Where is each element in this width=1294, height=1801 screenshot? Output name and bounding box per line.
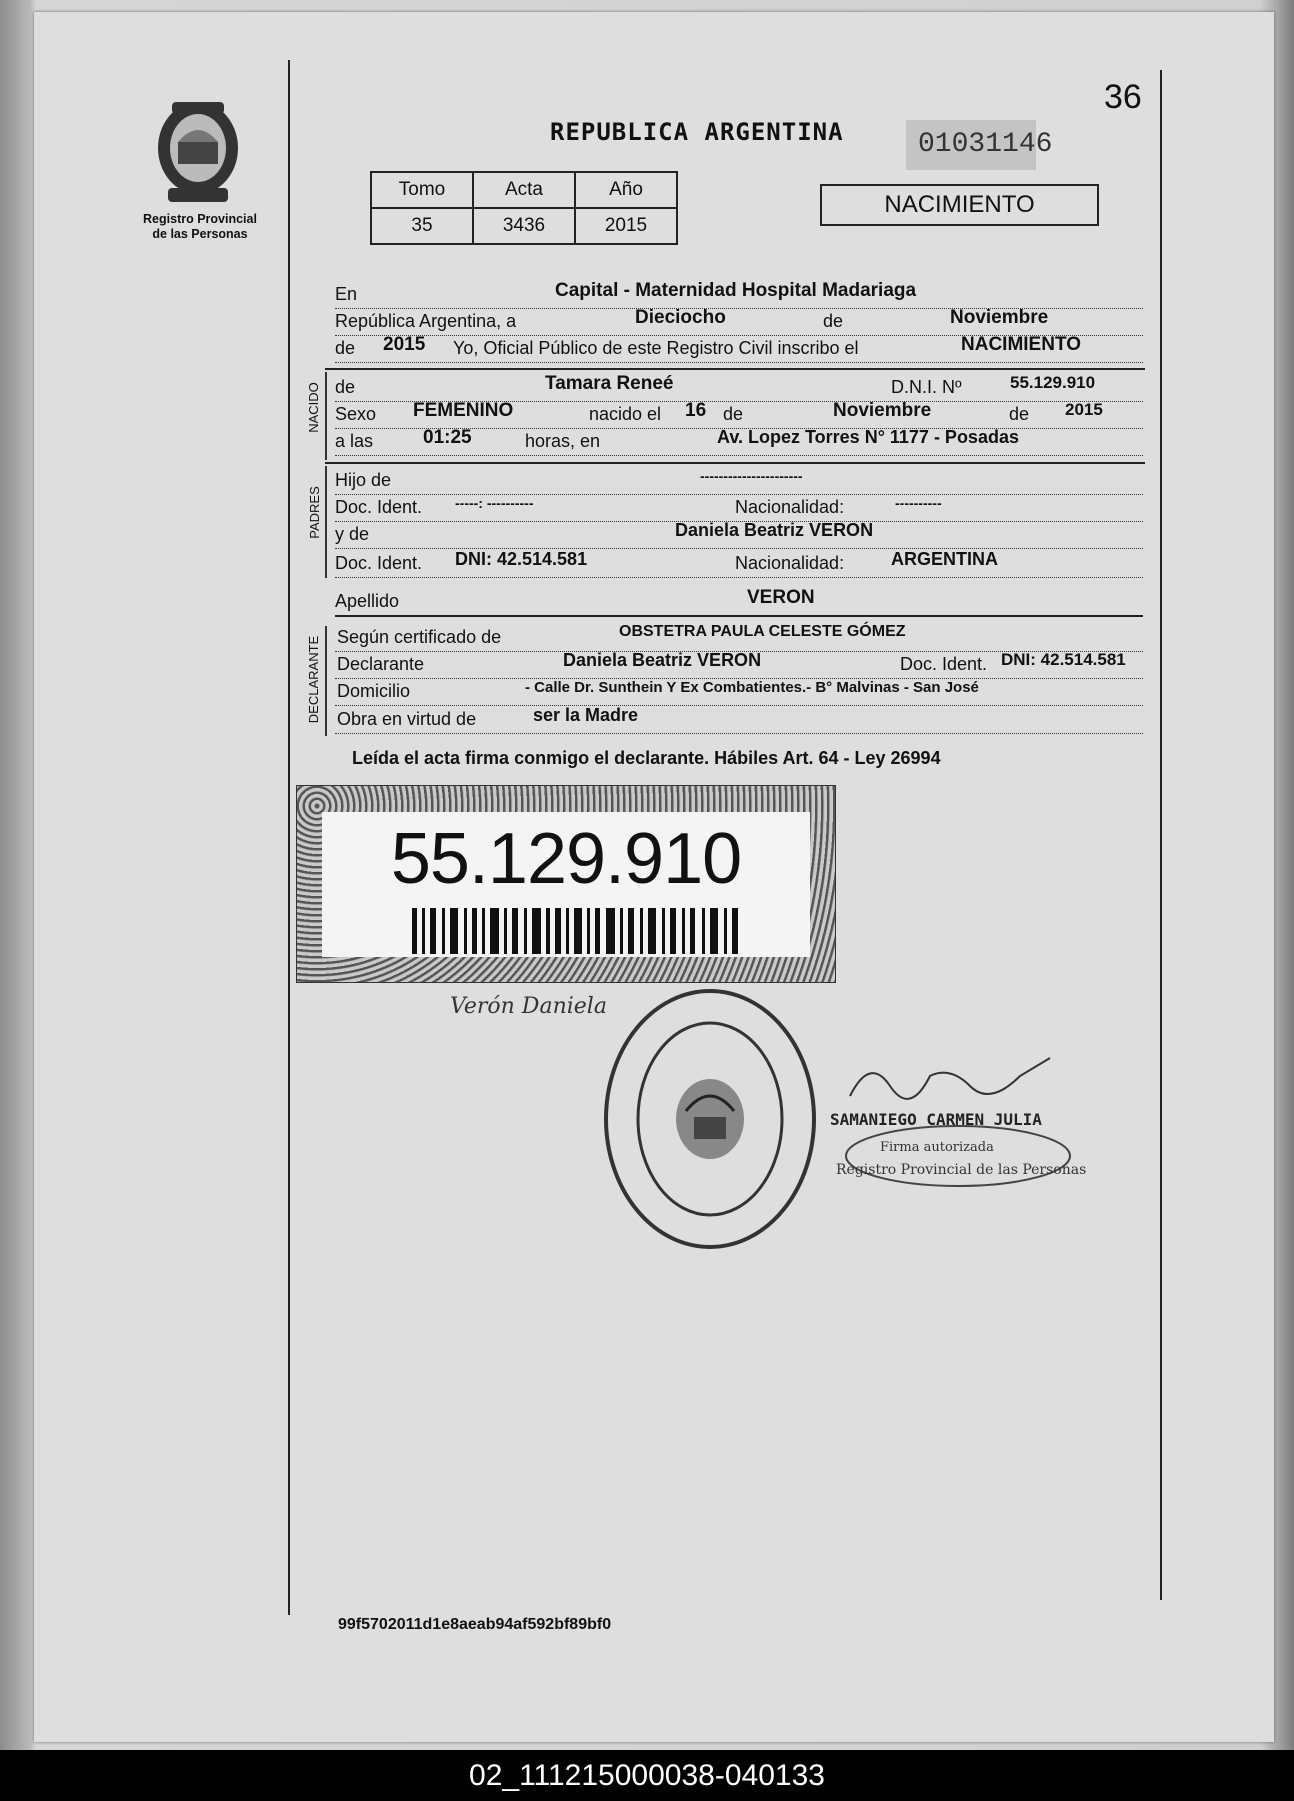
registry-line1: Registro Provincial [143, 212, 257, 226]
barcode-icon [412, 908, 742, 954]
province-emblem-icon [150, 96, 246, 208]
official-stamp-icon [600, 985, 820, 1253]
nac2-label: Nacionalidad: [735, 553, 845, 573]
handwritten-name: Verón Daniela [450, 994, 607, 1019]
de-year: 2015 [383, 334, 426, 355]
side-label-padres: PADRES [306, 486, 322, 539]
dni-sticker-number: 55.129.910 [390, 819, 742, 899]
hijo-label: Hijo de [335, 470, 392, 490]
nombre-value: Tamara Reneé [545, 373, 674, 394]
de-label: de [335, 338, 356, 358]
apellido-value: VERON [747, 587, 815, 608]
domicilio-value: - Calle Dr. Sunthein Y Ex Combatientes.- B° Malvinas - San José [525, 679, 979, 696]
page-number: 36 [1104, 78, 1142, 116]
document-hash: 99f5702011d1e8aeab94af592bf89bf0 [338, 1616, 612, 1633]
row-republica [335, 307, 1143, 336]
yo-value: NACIMIENTO [961, 334, 1081, 355]
dni-value: 55.129.910 [1010, 373, 1096, 392]
left-margin-rule [288, 60, 290, 1615]
declarante-bracket [325, 626, 327, 736]
nac1-value: ---------- [895, 495, 942, 511]
header-acta: Acta [473, 172, 575, 208]
rep-label: República Argentina, a [335, 311, 517, 331]
row-de-year [335, 334, 1143, 363]
header-tomo: Tomo [371, 172, 473, 208]
nac2-value: ARGENTINA [891, 549, 998, 569]
row-obra [335, 705, 1143, 734]
declarante-label: Declarante [337, 654, 425, 674]
doc2-label: Doc. Ident. [335, 553, 423, 573]
value-acta: 3436 [473, 208, 575, 244]
segun-label: Según certificado de [337, 627, 502, 647]
row-domicilio [335, 681, 1143, 706]
divider-2 [325, 462, 1145, 464]
value-tomo: 35 [371, 208, 473, 244]
row-yde [335, 520, 1143, 549]
lugar-value: Av. Lopez Torres N° 1177 - Posadas [717, 427, 1019, 447]
declarante-value: Daniela Beatriz VERON [563, 650, 762, 670]
hijo-value: ---------------------- [700, 468, 803, 484]
nacido-mes: Noviembre [833, 400, 932, 421]
officer-line2: Firma autorizada [880, 1140, 994, 1155]
leida-statement: Leída el acta firma conmigo el declarante. Hábiles Art. 64 - Ley 26994 [352, 748, 941, 768]
row-sexo [335, 400, 1143, 429]
serial-number: 01031146 [906, 120, 1036, 170]
alas-label: a las [335, 431, 374, 451]
row-en [335, 280, 1143, 309]
horas-en-label: horas, en [525, 431, 601, 451]
row-hijo [335, 470, 1143, 495]
sexo-label: Sexo [335, 404, 377, 424]
value-anio: 2015 [575, 208, 677, 244]
nacido-dia: 16 [685, 400, 707, 421]
nacido-el-label: nacido el [589, 404, 662, 424]
hora-value: 01:25 [423, 427, 472, 448]
registry-line2: de las Personas [152, 227, 248, 241]
nacido-de-label: de [335, 377, 356, 397]
row-nacido-de [335, 373, 1143, 402]
dni-sticker-inner [322, 812, 810, 957]
nacido-de2: de [1009, 404, 1030, 424]
nacido-bracket [325, 372, 327, 460]
header-anio: Año [575, 172, 677, 208]
nac1-label: Nacionalidad: [735, 497, 845, 517]
act-type-box: NACIMIENTO [820, 184, 1099, 226]
padres-bracket [325, 466, 327, 578]
footer-id: 02_111215000038-040133 [0, 1750, 1294, 1801]
en-label: En [335, 284, 358, 304]
right-margin-rule [1160, 70, 1162, 1600]
rep-month: Noviembre [950, 307, 1049, 328]
obra-label: Obra en virtud de [337, 709, 477, 729]
divider-1 [325, 368, 1145, 370]
officer-name: SAMANIEGO CARMEN JULIA [830, 1110, 1042, 1129]
rep-de: de [823, 311, 844, 331]
sexo-value: FEMENINO [413, 400, 514, 421]
row-alas [335, 427, 1143, 456]
nacido-de1: de [723, 404, 744, 424]
decl-doc-value: DNI: 42.514.581 [1001, 650, 1126, 669]
en-value: Capital - Maternidad Hospital Madariaga [555, 280, 917, 301]
row-doc2 [335, 549, 1143, 578]
segun-value: OBSTETRA PAULA CELESTE GÓMEZ [619, 623, 906, 640]
dni-label: D.N.I. Nº [891, 377, 962, 397]
row-segun [335, 623, 1143, 652]
yde-label: y de [335, 524, 370, 544]
doc1-value: -----: ---------- [455, 495, 534, 511]
apellido-label: Apellido [335, 591, 400, 611]
yde-value: Daniela Beatriz VERON [675, 520, 874, 540]
row-doc1 [335, 497, 1143, 522]
yo-text: Yo, Oficial Público de este Registro Civil inscribo el [453, 338, 859, 358]
officer-line3: Registro Provincial de las Personas [836, 1162, 1087, 1178]
document-title: REPUBLICA ARGENTINA [550, 118, 844, 146]
nacido-anio: 2015 [1065, 400, 1103, 419]
side-label-declarante: DECLARANTE [306, 635, 322, 724]
row-apellido [335, 587, 1143, 617]
decl-doc-label: Doc. Ident. [900, 654, 988, 674]
obra-value: ser la Madre [533, 705, 639, 725]
domicilio-label: Domicilio [337, 681, 411, 701]
row-declarante [335, 650, 1143, 679]
doc2-value: DNI: 42.514.581 [455, 549, 588, 569]
tomo-acta-table [370, 171, 678, 245]
side-label-nacido: NACIDO [305, 382, 321, 433]
registry-name [130, 212, 270, 242]
rep-day: Dieciocho [635, 307, 726, 328]
doc1-label: Doc. Ident. [335, 497, 423, 517]
